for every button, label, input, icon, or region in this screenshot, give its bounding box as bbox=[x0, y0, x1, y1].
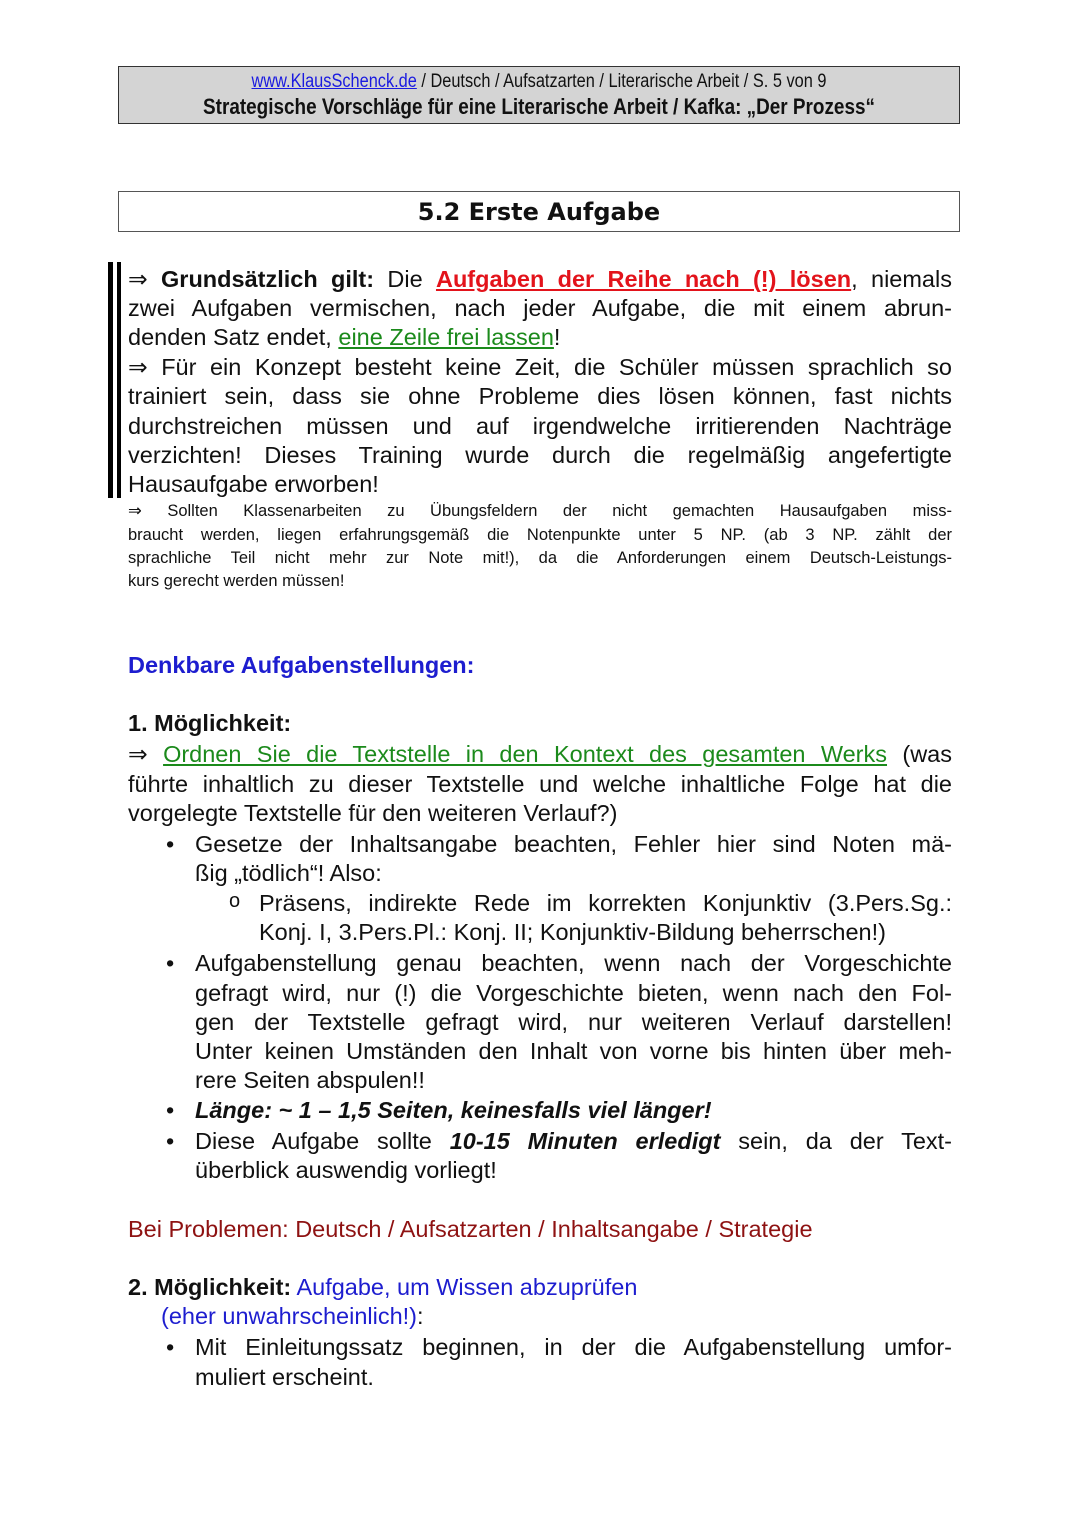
header-path bbox=[178, 71, 900, 93]
intro-line: Hausaufgabe erworben! bbox=[128, 471, 379, 497]
intro-line: ⇒ Für ein Konzept besteht keine Zeit, die Schüler müssen sprachlich so bbox=[128, 354, 952, 380]
note-line: sprachliche Teil nicht mehr zur Note mit!), da die Anforderungen einem Deutsch-Leistungs- bbox=[128, 549, 952, 567]
note-line: ⇒ Sollten Klassenarbeiten zu Übungsfeldern der nicht gemachten Hausaufgaben miss- bbox=[128, 502, 952, 520]
sub-bullet-line: Präsens, indirekte Rede im korrekten Konjunktiv (3.Pers.Sg.: bbox=[259, 890, 952, 916]
bullet-line: Unter keinen Umständen den Inhalt von vorne bis hinten über meh- bbox=[195, 1038, 952, 1064]
document-title: Strategische Vorschläge für eine Literarische Arbeit / Kafka: „Der Prozess“ bbox=[203, 94, 875, 119]
bullet-line: gen der Textstelle gefragt wird, nur weiteren Verlauf darstellen! bbox=[195, 1009, 952, 1035]
bullet-icon: • bbox=[166, 1128, 175, 1154]
emphasis-green: eine Zeile frei lassen bbox=[338, 324, 554, 350]
breadcrumb: / Deutsch / Aufsatzarten / Literarische Arbeit / S. 5 von 9 bbox=[416, 71, 827, 92]
emphasis-green: Ordnen Sie die Textstelle in den Kontext des gesamten Werks bbox=[163, 741, 888, 767]
option2-note: (eher unwahrscheinlich!): bbox=[161, 1303, 424, 1329]
option1-title: 1. Möglichkeit: bbox=[128, 710, 292, 736]
tasks-heading: Denkbare Aufgabenstellungen: bbox=[128, 652, 475, 678]
note-line: kurs gerecht werden müssen! bbox=[128, 572, 345, 590]
bullet-icon: • bbox=[166, 1334, 175, 1360]
bullet-icon: • bbox=[166, 950, 175, 976]
note-line: braucht werden, liegen erfahrungsgemäß die Notenpunkte unter 5 NP. (ab 3 NP. zählt der bbox=[128, 526, 952, 544]
bullet-line: Gesetze der Inhaltsangabe beachten, Fehler hier sind Noten mä- bbox=[195, 831, 952, 857]
sub-bullet-icon: o bbox=[229, 890, 241, 912]
intro-line: ⇒ Grundsätzlich gilt: Die Aufgaben der Reihe nach (!) lösen, niemals bbox=[128, 266, 952, 292]
bullet-line: gefragt wird, nur (!) die Vorgeschichte bieten, wenn nach den Fol- bbox=[195, 980, 952, 1006]
margin-bar bbox=[108, 262, 113, 498]
page-header bbox=[118, 66, 960, 124]
bullet-line: Mit Einleitungssatz beginnen, in der die Aufgabenstellung umfor- bbox=[195, 1334, 952, 1360]
emphasis-red: Aufgaben der Reihe nach (!) lösen bbox=[435, 266, 852, 292]
option1-line: ⇒ Ordnen Sie die Textstelle in den Kontext des gesamten Werks (was bbox=[128, 741, 952, 767]
sub-bullet-line: Konj. I, 3.Pers.Pl.: Konj. II; Konjunktiv-Bildung beherrschen!) bbox=[259, 919, 886, 945]
bullet-line: überblick auswendig vorliegt! bbox=[195, 1157, 497, 1183]
option1-line: führte inhaltlich zu dieser Textstelle und welche inhaltliche Folge hat die bbox=[128, 771, 952, 797]
problems-reference: Bei Problemen: Deutsch / Aufsatzarten / Inhaltsangabe / Strategie bbox=[128, 1216, 813, 1242]
margin-bar bbox=[117, 262, 121, 498]
bullet-line: Aufgabenstellung genau beachten, wenn nach der Vorgeschichte bbox=[195, 950, 952, 976]
intro-line: denden Satz endet, eine Zeile frei lassen! bbox=[128, 324, 561, 350]
option2-title: 2. Möglichkeit: Aufgabe, um Wissen abzuprüfen bbox=[128, 1274, 638, 1300]
intro-line: trainiert sein, dass sie ohne Probleme dies lösen können, fast nichts bbox=[128, 383, 952, 409]
bullet-line: Diese Aufgabe sollte 10-15 Minuten erledigt sein, da der Text- bbox=[195, 1128, 952, 1154]
bullet-line: ßig „tödlich“! Also: bbox=[195, 860, 382, 886]
length-bullet: Länge: ~ 1 – 1,5 Seiten, keinesfalls viel länger! bbox=[195, 1097, 712, 1123]
bullet-icon: • bbox=[166, 1097, 175, 1123]
section-title: 5.2 Erste Aufgabe bbox=[118, 191, 960, 232]
intro-line: zwei Aufgaben vermischen, nach jeder Aufgabe, die mit einem abrun- bbox=[128, 295, 952, 321]
bullet-line: muliert erscheint. bbox=[195, 1364, 374, 1390]
bullet-icon: • bbox=[166, 831, 175, 857]
website-link[interactable]: www.KlausSchenck.de bbox=[251, 71, 417, 92]
bullet-line: rere Seiten abspulen!! bbox=[195, 1067, 425, 1093]
intro-line: durchstreichen müssen und auf irgendwelche irritierenden Nachträge bbox=[128, 413, 952, 439]
intro-line: verzichten! Dieses Training wurde durch die regelmäßig angefertigte bbox=[128, 442, 952, 468]
option1-line: vorgelegte Textstelle für den weiteren Verlauf?) bbox=[128, 800, 618, 826]
